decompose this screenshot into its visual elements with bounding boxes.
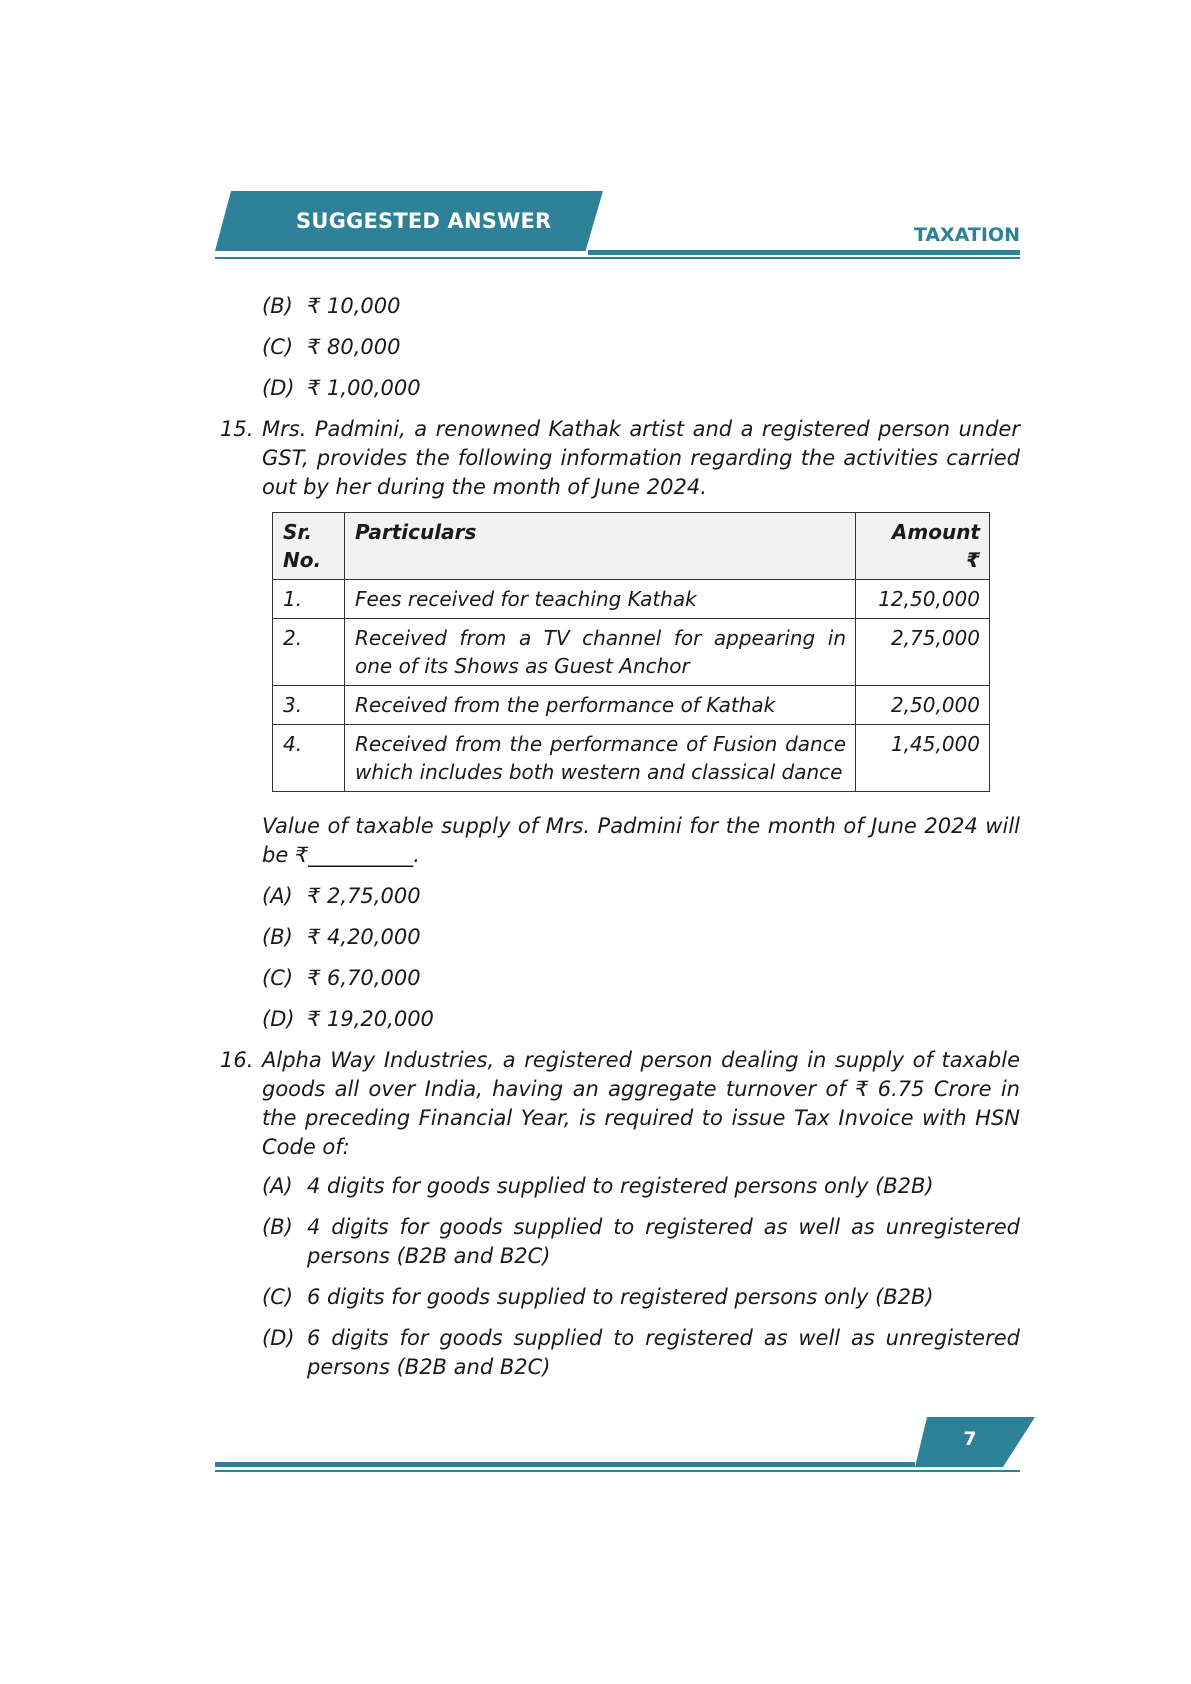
table-row: 4. Received from the performance of Fusion dance which includes both western and classical dance 1,45,000 [273, 725, 990, 792]
option: (D) 6 digits for goods supplied to registered as well as unregistered persons (B2B and B2C) [262, 1326, 1020, 1379]
question-15-prompt: Value of taxable supply of Mrs. Padmini for the month of June 2024 will be ₹__________. [262, 814, 1020, 867]
table-row: 3. Received from the performance of Kathak 2,50,000 [273, 686, 990, 725]
page-number: 7 [963, 1428, 977, 1450]
question-16 [220, 1046, 1020, 1162]
option: (D) ₹ 1,00,000 [262, 376, 421, 400]
option: (A) ₹ 2,75,000 [262, 884, 421, 908]
table-row: 2. Received from a TV channel for appearing in one of its Shows as Guest Anchor 2,75,000 [273, 619, 990, 686]
table-header-row [273, 513, 990, 580]
option: (C) ₹ 6,70,000 [262, 966, 421, 990]
option: (D) ₹ 19,20,000 [262, 1007, 434, 1031]
question-text: Alpha Way Industries, a registered person dealing in supply of taxable goods all over India, having an aggregate turnover of ₹ 6.75 Crore in the preceding Financial Year, is required to issue Tax Invoice with HSN Code of: [262, 1048, 1020, 1159]
question-15 [220, 415, 1020, 502]
option: (B) ₹ 10,000 [262, 294, 401, 318]
question-16-options [220, 1172, 1020, 1382]
header-rule-thin [215, 257, 1020, 259]
footer-rule-thick [215, 1462, 915, 1467]
question-number: 15. [220, 417, 254, 441]
header-subject: TAXATION [913, 224, 1020, 246]
col-amount: Amount ₹ [856, 513, 990, 580]
page-content [220, 292, 1020, 1394]
col-sr-no: Sr. No. [273, 513, 345, 580]
prev-question-options [220, 292, 1020, 403]
option: (C) ₹ 80,000 [262, 335, 401, 359]
option: (C) 6 digits for goods supplied to registered persons only (B2B) [262, 1285, 934, 1309]
activities-table [272, 512, 990, 792]
question-number: 16. [220, 1048, 254, 1072]
header-tab-label: SUGGESTED ANSWER [296, 209, 552, 233]
question-text: Mrs. Padmini, a renowned Kathak artist and a registered person under GST, provides the following information regarding the activities carried out by her during the month of June 2024. [262, 417, 1020, 499]
table-row: 1. Fees received for teaching Kathak 12,50,000 [273, 580, 990, 619]
footer-rule-thin [215, 1470, 1020, 1472]
header-rule-thick [588, 250, 1020, 255]
option: (A) 4 digits for goods supplied to registered persons only (B2B) [262, 1174, 934, 1198]
question-15-options [220, 882, 1020, 1034]
option: (B) ₹ 4,20,000 [262, 925, 421, 949]
col-particulars: Particulars [345, 513, 856, 580]
option: (B) 4 digits for goods supplied to registered as well as unregistered persons (B2B and B2C) [262, 1215, 1020, 1268]
